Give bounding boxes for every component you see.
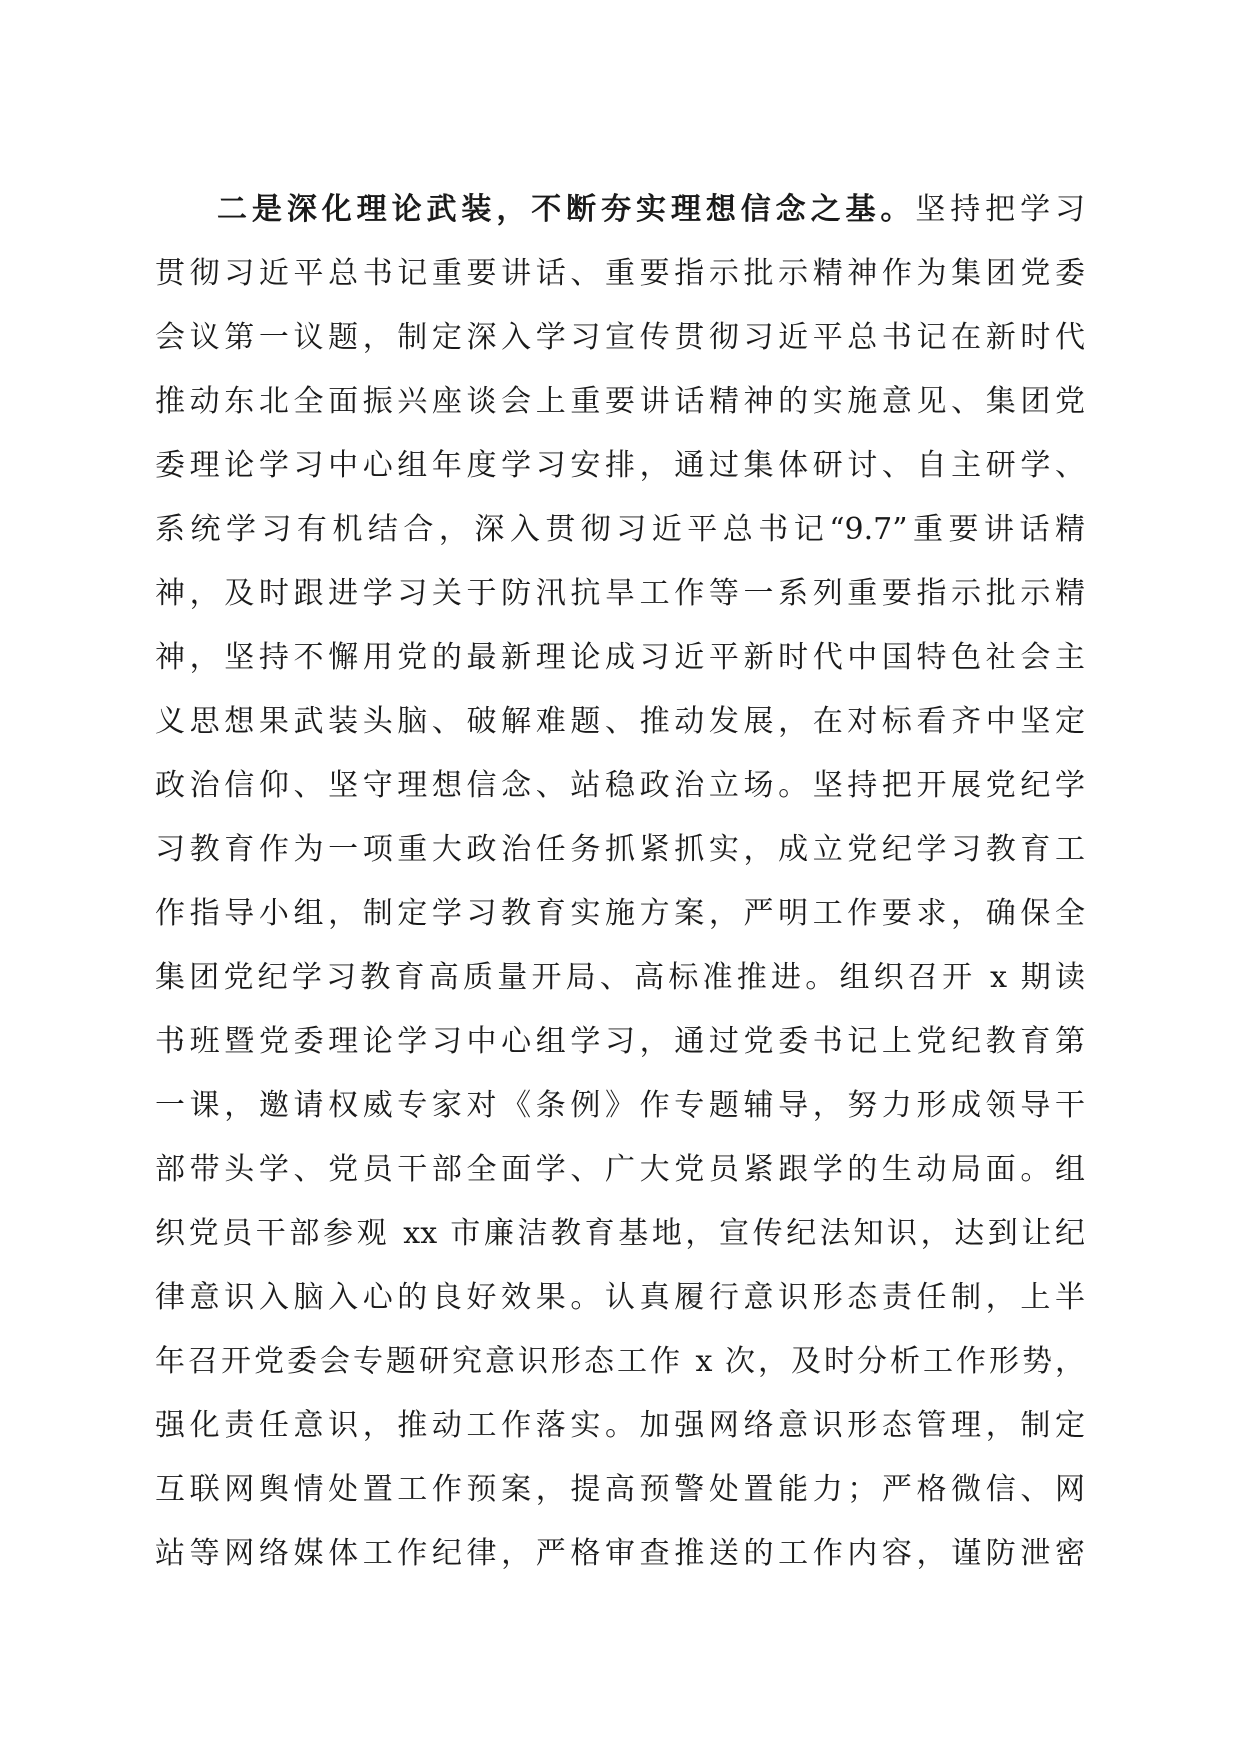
paragraph-line: 义思想果武装头脑、破解难题、推动发展，在对标看齐中坚定 (155, 704, 1085, 739)
paragraph-line: 推动东北全面振兴座谈会上重要讲话精神的实施意见、集团党 (155, 384, 1085, 419)
paragraph-line: 会议第一议题，制定深入学习宣传贯彻习近平总书记在新时代 (155, 320, 1085, 355)
paragraph-line: 神，及时跟进学习关于防汛抗旱工作等一系列重要指示批示精 (155, 576, 1085, 611)
paragraph-line: 互联网舆情处置工作预案，提高预警处置能力；严格微信、网 (155, 1472, 1085, 1507)
paragraph-line: 织党员干部参观 xx 市廉洁教育基地，宣传纪法知识，达到让纪 (155, 1216, 1085, 1251)
paragraph-heading: 二是深化理论武装，不断夯实理想信念之基。 (217, 192, 916, 227)
paragraph-line: 委理论学习中心组年度学习安排，通过集体研讨、自主研学、 (155, 448, 1085, 483)
paragraph-line: 神，坚持不懈用党的最新理论成习近平新时代中国特色社会主 (155, 640, 1085, 675)
paragraph-line: 书班暨党委理论学习中心组学习，通过党委书记上党纪教育第 (155, 1024, 1085, 1059)
paragraph-line: 一课，邀请权威专家对《条例》作专题辅导，努力形成领导干 (155, 1088, 1085, 1123)
paragraph-line: 集团党纪学习教育高质量开局、高标准推进。组织召开 x 期读 (155, 960, 1085, 995)
body-paragraph (155, 178, 1085, 1586)
paragraph-line: 习教育作为一项重大政治任务抓紧抓实，成立党纪学习教育工 (155, 832, 1085, 867)
paragraph-line: 年召开党委会专题研究意识形态工作 x 次，及时分析工作形势， (155, 1344, 1085, 1379)
paragraph-line: 系统学习有机结合，深入贯彻习近平总书记“9.7”重要讲话精 (155, 512, 1085, 547)
paragraph-line: 部带头学、党员干部全面学、广大党员紧跟学的生动局面。组 (155, 1152, 1085, 1187)
paragraph-line: 政治信仰、坚守理想信念、站稳政治立场。坚持把开展党纪学 (155, 768, 1085, 803)
paragraph-line: 站等网络媒体工作纪律，严格审查推送的工作内容，谨防泄密 (155, 1536, 1085, 1571)
paragraph-line: 作指导小组，制定学习教育实施方案，严明工作要求，确保全 (155, 896, 1085, 931)
paragraph-line: 律意识入脑入心的良好效果。认真履行意识形态责任制，上半 (155, 1280, 1085, 1315)
paragraph-line: 强化责任意识，推动工作落实。加强网络意识形态管理，制定 (155, 1408, 1085, 1443)
first-line-text: 坚持把学习 (915, 192, 1085, 227)
paragraph-line: 贯彻习近平总书记重要讲话、重要指示批示精神作为集团党委 (155, 256, 1085, 291)
paragraph-first-line (155, 178, 1085, 242)
